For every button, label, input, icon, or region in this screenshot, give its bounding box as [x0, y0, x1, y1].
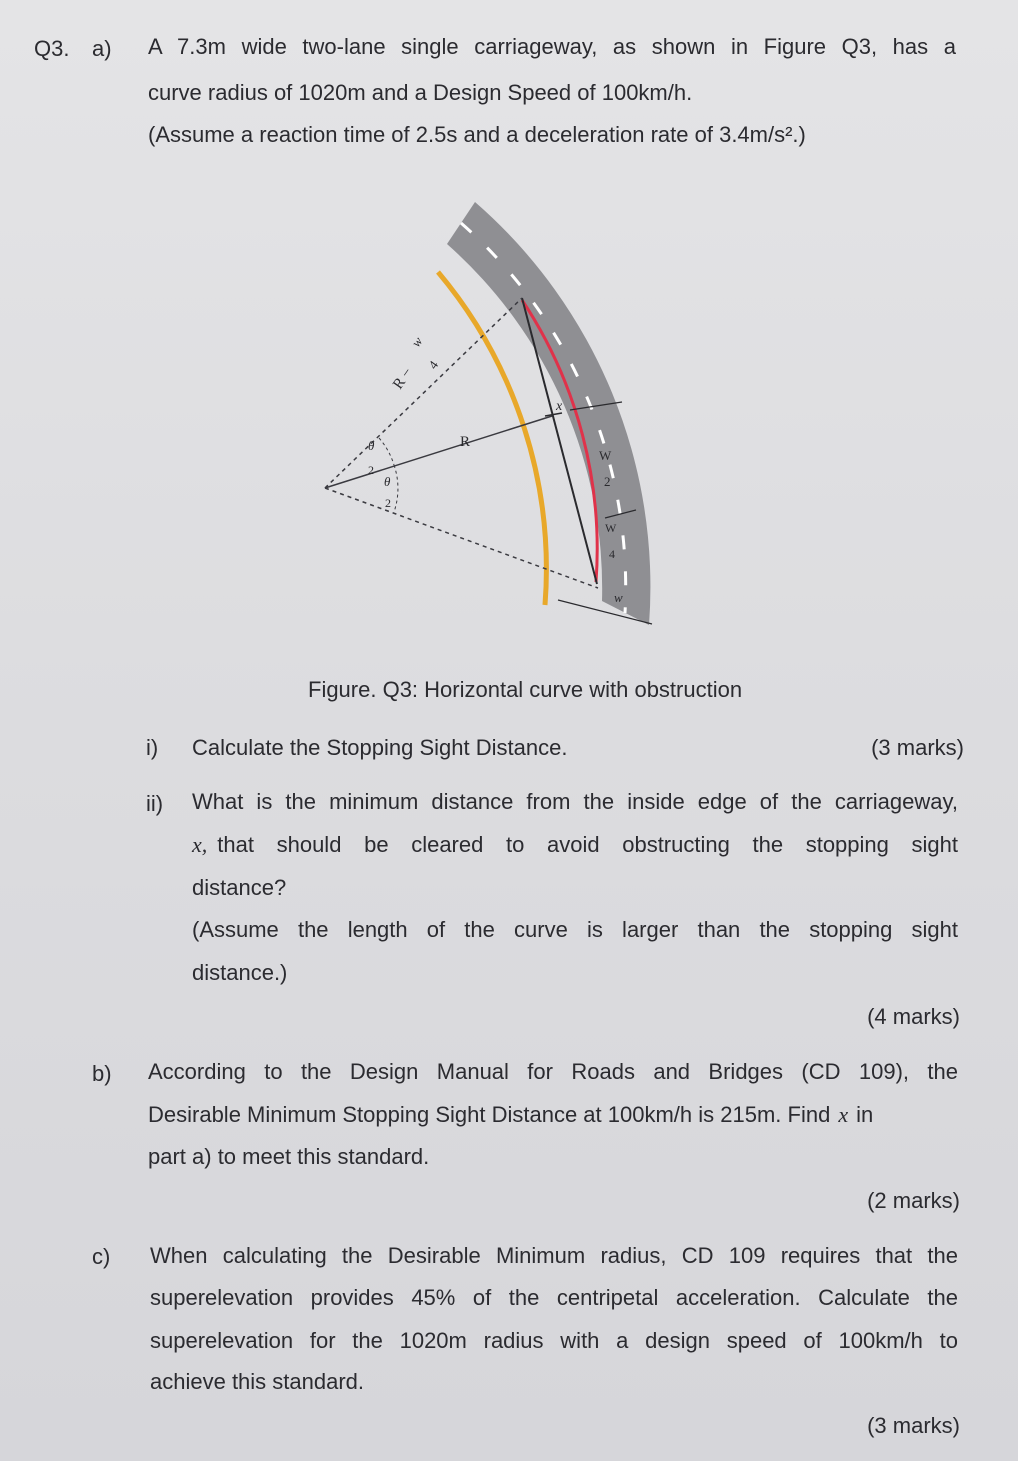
part-b-line-2-pre: Desirable Minimum Stopping Sight Distance at 100km/h is 215m. Find [148, 1102, 831, 1127]
part-b-line-2-post: in [856, 1102, 874, 1127]
angle-arc-upper [379, 438, 394, 465]
label-theta-lower: θ [384, 474, 391, 489]
label-w-half-den: 2 [604, 474, 611, 489]
part-b-label: b) [92, 1061, 112, 1086]
angle-arc-lower [394, 465, 398, 512]
label-four-denominator: 4 [425, 357, 442, 372]
figure-caption: Figure. Q3: Horizontal curve with obstruction [308, 677, 743, 702]
label-w-half-num: W [599, 448, 612, 463]
radius-solid-middle [325, 416, 552, 488]
part-b-line-3: part a) to meet this standard. [148, 1144, 430, 1169]
sub-ii-marks: (4 marks) [867, 1004, 960, 1029]
label-w-quarter-num: W [605, 521, 617, 535]
part-b-marks: (2 marks) [867, 1188, 960, 1213]
sub-ii-line-5: distance.) [192, 960, 288, 985]
sub-ii-line-3: distance? [192, 875, 287, 900]
sub-ii-line-2 [192, 824, 958, 866]
part-c-line-1: When calculating the Desirable Minimum radius, CD 109 requires that the [150, 1243, 958, 1268]
part-b-line-2 [148, 1094, 958, 1136]
radius-dashed-lower [325, 488, 598, 588]
label-r-minus: R − [390, 364, 417, 393]
question-number: Q3. [34, 36, 70, 61]
label-w-full: w [614, 590, 623, 605]
part-c-label: c) [92, 1244, 111, 1269]
part-c-marks: (3 marks) [867, 1413, 960, 1438]
label-w-numerator: w [408, 334, 426, 350]
label-r: R [460, 434, 471, 450]
sub-i-marks: (3 marks) [871, 735, 964, 760]
sub-ii-line-4: (Assume the length of the curve is larger than the stopping sight [192, 917, 958, 942]
sub-ii-line-1: What is the minimum distance from the inside edge of the carriageway, [192, 789, 958, 814]
part-c-line-4: achieve this standard. [150, 1369, 365, 1394]
part-a-label: a) [92, 36, 112, 61]
label-two-upper: 2 [368, 463, 374, 477]
label-theta-upper: θ [368, 438, 375, 453]
sub-ii-label: ii) [146, 791, 164, 816]
label-x: x [556, 399, 563, 414]
sub-i-label: i) [146, 735, 159, 760]
label-two-lower: 2 [385, 496, 391, 510]
sub-ii-line-2-text: that should be cleared to avoid obstructing the stopping sight [217, 832, 958, 857]
part-a-line-2: curve radius of 1020m and a Design Speed of 100km/h. [148, 80, 693, 105]
variable-x: x, [192, 832, 208, 857]
label-w-quarter-den: 4 [609, 547, 615, 561]
part-a-line-3: (Assume a reaction time of 2.5s and a deceleration rate of 3.4m/s².) [148, 122, 806, 147]
figure-q3-horizontal-curve [300, 180, 700, 660]
part-c-line-3: superelevation for the 1020m radius with a design speed of 100km/h to [150, 1328, 958, 1353]
part-a-line-1: A 7.3m wide two-lane single carriageway, as shown in Figure Q3, has a [148, 34, 956, 59]
variable-x: x [838, 1102, 849, 1127]
radius-dashed-upper [325, 298, 522, 488]
part-c-line-2: superelevation provides 45% of the centripetal acceleration. Calculate the [150, 1285, 958, 1310]
part-b-line-1: According to the Design Manual for Roads and Bridges (CD 109), the [148, 1059, 958, 1084]
sub-i-text: Calculate the Stopping Sight Distance. [192, 735, 568, 760]
